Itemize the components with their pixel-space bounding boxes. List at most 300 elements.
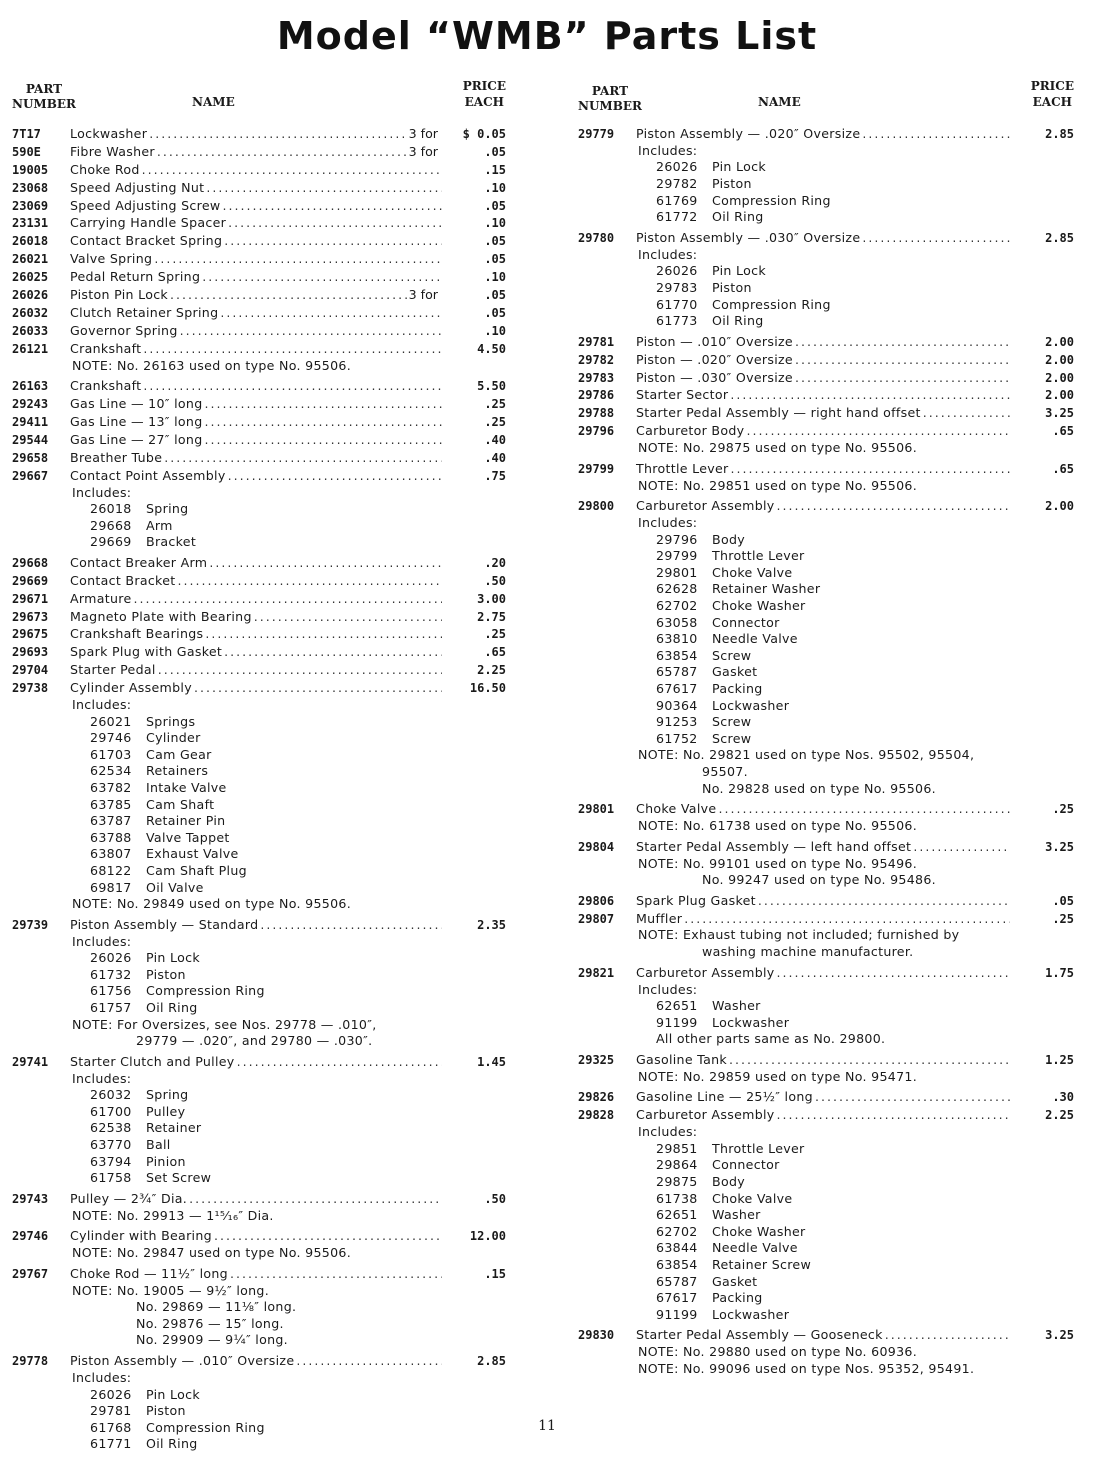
component-item — [578, 698, 1074, 715]
dot-leader — [237, 1054, 442, 1071]
part-price: .40 — [484, 432, 506, 447]
part-number: 29782 — [578, 352, 615, 367]
part-quantity: 3 for — [408, 287, 438, 303]
component-part-number: 69817 — [90, 879, 132, 895]
component-name: Pin Lock — [712, 263, 766, 279]
component-part-number: 63854 — [656, 1256, 698, 1272]
part-row — [12, 1228, 506, 1245]
part-name: Contact Point Assembly — [70, 467, 226, 483]
part-row — [12, 269, 506, 286]
part-name: Choke Valve — [636, 801, 717, 817]
component-name: Washer — [712, 998, 761, 1014]
component-item — [578, 648, 1074, 665]
component-item — [12, 730, 506, 747]
part-price: .20 — [484, 555, 506, 570]
component-part-number: 63844 — [656, 1240, 698, 1256]
part-row — [12, 305, 506, 322]
component-name: Piston — [146, 1403, 186, 1419]
dot-leader — [730, 387, 1010, 404]
part-name: Piston Assembly — .030″ Oversize — [636, 229, 861, 245]
dot-leader — [885, 1327, 1010, 1344]
component-item — [578, 1157, 1074, 1174]
parts-column-right — [578, 78, 1074, 1381]
dot-leader — [230, 1266, 442, 1283]
part-entry — [578, 370, 1074, 387]
dot-leader — [224, 644, 442, 661]
part-row — [578, 893, 1074, 910]
part-number: 29800 — [578, 499, 615, 514]
part-name: Gas Line — 13″ long — [70, 413, 203, 429]
part-row — [12, 644, 506, 661]
part-row — [12, 341, 506, 358]
part-number: 29738 — [12, 681, 49, 696]
part-entry — [578, 461, 1074, 494]
part-number: 23131 — [12, 216, 49, 231]
component-item — [578, 1224, 1074, 1241]
part-row — [12, 162, 506, 179]
component-name: Washer — [712, 1207, 761, 1223]
part-price: 4.50 — [477, 341, 506, 356]
part-row — [578, 965, 1074, 982]
component-name: Piston — [712, 176, 752, 192]
component-part-number: 63854 — [656, 647, 698, 663]
part-row — [12, 233, 506, 250]
component-item — [578, 159, 1074, 176]
part-price: .65 — [1052, 424, 1074, 439]
component-name: Cam Gear — [146, 746, 212, 762]
component-item — [578, 681, 1074, 698]
component-item — [578, 565, 1074, 582]
includes-remark: All other parts same as No. 29800. — [656, 1031, 886, 1047]
component-item — [578, 1240, 1074, 1257]
part-name: Magneto Plate with Bearing — [70, 608, 252, 624]
part-entry — [578, 893, 1074, 910]
part-price: .25 — [1052, 911, 1074, 926]
part-number: 29668 — [12, 555, 49, 570]
part-name: Piston — .030″ Oversize — [636, 369, 793, 385]
part-price: .65 — [484, 645, 506, 660]
part-price: .05 — [1052, 893, 1074, 908]
dot-leader — [205, 396, 443, 413]
parts-column-left — [12, 78, 506, 1457]
component-item — [12, 846, 506, 863]
dot-leader — [189, 1191, 442, 1208]
component-item — [578, 598, 1074, 615]
component-item — [12, 763, 506, 780]
note-line: NOTE: No. 29851 used on type No. 95506. — [638, 477, 917, 493]
part-entry — [12, 1054, 506, 1187]
part-price: 1.45 — [477, 1054, 506, 1069]
dot-leader — [143, 341, 442, 358]
part-entry — [578, 498, 1074, 797]
part-price: .40 — [484, 450, 506, 465]
component-item — [12, 1000, 506, 1017]
part-row — [578, 1107, 1074, 1124]
part-entry — [12, 162, 506, 179]
part-number: 29673 — [12, 609, 49, 624]
component-item — [12, 880, 506, 897]
component-name: Screw — [712, 730, 752, 746]
part-price: .10 — [484, 323, 506, 338]
part-entry — [12, 126, 506, 143]
part-number: 29669 — [12, 573, 49, 588]
dot-leader — [164, 450, 442, 467]
part-name: Crankshaft — [70, 340, 142, 356]
part-price: 2.85 — [1045, 230, 1074, 245]
part-name: Pulley — 2¾″ Dia. — [70, 1190, 188, 1206]
part-price: .25 — [484, 627, 506, 642]
part-number: 29671 — [12, 591, 49, 606]
dot-leader — [170, 287, 407, 304]
part-number: 26163 — [12, 379, 49, 394]
note-line: NOTE: No. 61738 used on type No. 95506. — [638, 818, 917, 834]
part-row — [578, 405, 1074, 422]
dot-leader — [158, 662, 442, 679]
part-number: 590E — [12, 144, 41, 159]
component-part-number: 29799 — [656, 548, 698, 564]
component-item — [12, 1436, 506, 1453]
part-entry — [12, 917, 506, 1050]
component-item — [12, 1087, 506, 1104]
component-part-number: 61752 — [656, 730, 698, 746]
part-entry — [12, 555, 506, 572]
component-item — [12, 714, 506, 731]
part-number: 29739 — [12, 917, 49, 932]
component-name: Cam Shaft Plug — [146, 862, 247, 878]
includes-label: Includes: — [72, 1369, 132, 1385]
part-entry — [12, 305, 506, 322]
dot-leader — [205, 432, 443, 449]
note-line: NOTE: No. 29849 used on type No. 95506. — [72, 896, 351, 912]
component-part-number: 63810 — [656, 631, 698, 647]
part-entry — [12, 414, 506, 431]
component-name: Connector — [712, 614, 780, 630]
component-name: Retainers — [146, 763, 209, 779]
component-item — [578, 664, 1074, 681]
dot-leader — [731, 461, 1010, 478]
component-part-number: 63782 — [90, 779, 132, 795]
part-number: 29667 — [12, 468, 49, 483]
component-name: Pinion — [146, 1153, 186, 1169]
part-row — [12, 1054, 506, 1071]
part-name: Carburetor Assembly — [636, 1107, 775, 1123]
component-part-number: 61703 — [90, 746, 132, 762]
parts-list — [12, 126, 506, 1453]
component-part-number: 29864 — [656, 1157, 698, 1173]
part-name: Pedal Return Spring — [70, 269, 201, 285]
part-entry — [578, 801, 1074, 834]
component-item — [12, 1104, 506, 1121]
part-row — [12, 1353, 506, 1370]
part-name: Valve Spring — [70, 251, 153, 267]
part-name: Spark Plug with Gasket — [70, 644, 223, 660]
component-item — [578, 1015, 1074, 1032]
note-line: NOTE: No. 29913 — 1¹⁵⁄₁₆″ Dia. — [72, 1207, 274, 1223]
note-line: NOTE: Exhaust tubing not included; furnished by — [638, 927, 960, 943]
component-part-number: 67617 — [656, 680, 698, 696]
part-name: Spark Plug Gasket — [636, 892, 756, 908]
header-number: NUMBER — [12, 97, 76, 111]
part-entry — [12, 450, 506, 467]
component-part-number: 62651 — [656, 1207, 698, 1223]
part-row — [12, 414, 506, 431]
part-row — [12, 573, 506, 590]
part-name: Carburetor Body — [636, 423, 745, 439]
component-part-number: 29796 — [656, 531, 698, 547]
component-name: Arm — [146, 517, 173, 533]
part-entry — [578, 352, 1074, 369]
part-number: 29325 — [578, 1052, 615, 1067]
part-entry — [12, 215, 506, 232]
dot-leader — [228, 215, 442, 232]
includes-label: Includes: — [638, 981, 698, 997]
part-price: 2.25 — [1045, 1108, 1074, 1123]
header-part: PART — [591, 84, 629, 98]
component-name: Packing — [712, 680, 763, 696]
part-price: .50 — [484, 573, 506, 588]
part-number: 29778 — [12, 1354, 49, 1369]
part-name: Crankshaft Bearings — [70, 626, 204, 642]
part-number: 29658 — [12, 450, 49, 465]
part-name: Speed Adjusting Screw — [70, 197, 221, 213]
component-name: Lockwasher — [712, 697, 790, 713]
component-part-number: 62702 — [656, 1223, 698, 1239]
note-continuation: No. 29869 — 11⅛″ long. — [136, 1299, 297, 1315]
component-part-number: 29668 — [90, 517, 132, 533]
component-name: Spring — [146, 1087, 189, 1103]
part-price: .50 — [484, 1191, 506, 1206]
part-number: 29806 — [578, 893, 615, 908]
part-name: Armature — [70, 590, 132, 606]
part-row — [578, 1052, 1074, 1069]
component-item — [578, 1274, 1074, 1291]
dot-leader — [296, 1353, 442, 1370]
part-row — [578, 839, 1074, 856]
dot-leader — [224, 233, 442, 250]
part-price: 2.00 — [1045, 334, 1074, 349]
part-entry — [12, 662, 506, 679]
part-row — [12, 251, 506, 268]
part-row — [12, 555, 506, 572]
dot-leader — [862, 230, 1010, 247]
component-part-number: 63787 — [90, 813, 132, 829]
dot-leader — [684, 911, 1010, 928]
component-item — [12, 863, 506, 880]
part-name: Clutch Retainer Spring — [70, 304, 219, 320]
part-row — [12, 1266, 506, 1283]
part-entry — [12, 1266, 506, 1349]
dot-leader — [777, 498, 1010, 515]
component-name: Compression Ring — [146, 983, 265, 999]
part-number: 29786 — [578, 388, 615, 403]
part-number: 19005 — [12, 162, 49, 177]
component-name: Throttle Lever — [712, 548, 805, 564]
dot-leader — [758, 893, 1010, 910]
note-line: NOTE: No. 29875 used on type No. 95506. — [638, 440, 917, 456]
dot-leader — [729, 1052, 1010, 1069]
part-price: 2.35 — [477, 917, 506, 932]
part-row — [12, 198, 506, 215]
dot-leader — [777, 965, 1010, 982]
component-part-number: 65787 — [656, 664, 698, 680]
component-item — [578, 1191, 1074, 1208]
part-name: Starter Pedal — [70, 662, 156, 678]
note-line: NOTE: No. 26163 used on type No. 95506. — [72, 357, 351, 373]
part-row — [12, 144, 506, 161]
component-name: Choke Valve — [712, 564, 793, 580]
dot-leader — [862, 126, 1010, 143]
component-part-number: 62702 — [656, 598, 698, 613]
component-item — [578, 631, 1074, 648]
part-name: Carburetor Assembly — [636, 964, 775, 980]
part-entry — [12, 573, 506, 590]
dot-leader — [777, 1107, 1010, 1124]
component-item — [578, 209, 1074, 226]
note-line: NOTE: No. 29880 used on type No. 60936. — [638, 1344, 917, 1360]
header-each: EACH — [1032, 95, 1073, 109]
component-part-number: 63794 — [90, 1153, 132, 1169]
part-quantity: 3 for — [408, 143, 438, 159]
part-price: 3.25 — [1045, 406, 1074, 421]
component-part-number: 62628 — [656, 581, 698, 597]
dot-leader — [795, 352, 1010, 369]
part-entry — [578, 1052, 1074, 1085]
part-row — [578, 423, 1074, 440]
part-number: 29743 — [12, 1191, 49, 1206]
part-entry — [12, 251, 506, 268]
part-entry — [578, 230, 1074, 330]
part-price: .10 — [484, 180, 506, 195]
component-name: Needle Valve — [712, 631, 798, 647]
dot-leader — [154, 251, 442, 268]
part-number: 29243 — [12, 397, 49, 412]
part-entry — [12, 378, 506, 395]
component-part-number: 61732 — [90, 966, 132, 982]
includes-label: Includes: — [72, 697, 132, 713]
component-part-number: 61770 — [656, 296, 698, 312]
note-line: NOTE: No. 99096 used on type Nos. 95352, 95491. — [638, 1360, 975, 1376]
header-name: NAME — [192, 95, 235, 109]
part-price: 16.50 — [469, 681, 506, 696]
component-part-number: 29783 — [656, 279, 698, 295]
part-price: 2.00 — [1045, 370, 1074, 385]
component-item — [578, 581, 1074, 598]
component-part-number: 29781 — [90, 1403, 132, 1419]
component-name: Packing — [712, 1290, 763, 1306]
parts-list — [578, 126, 1074, 1377]
part-row — [12, 609, 506, 626]
part-number: 29804 — [578, 839, 615, 854]
part-name: Cylinder with Bearing — [70, 1228, 212, 1244]
part-name: Contact Breaker Arm — [70, 554, 208, 570]
part-price: 3.25 — [1045, 1328, 1074, 1343]
part-name: Fibre Washer — [70, 143, 155, 159]
component-name: Oil Ring — [712, 313, 764, 329]
part-row — [578, 230, 1074, 247]
component-part-number: 29746 — [90, 730, 132, 746]
component-part-number: 61768 — [90, 1419, 132, 1435]
component-name: Compression Ring — [146, 1419, 265, 1435]
component-name: Compression Ring — [712, 296, 831, 312]
part-number: 26018 — [12, 234, 49, 249]
part-number: 29801 — [578, 802, 615, 817]
component-part-number: 62651 — [656, 998, 698, 1014]
component-name: Body — [712, 531, 745, 547]
header-part: PART — [25, 82, 63, 96]
component-item — [12, 1120, 506, 1137]
part-name: Starter Pedal Assembly — left hand offset — [636, 838, 912, 854]
header-each: EACH — [464, 95, 505, 109]
dot-leader — [205, 626, 442, 643]
component-name: Retainer Screw — [712, 1256, 812, 1272]
part-row — [12, 626, 506, 643]
part-name: Starter Pedal Assembly — Gooseneck — [636, 1327, 883, 1343]
component-item — [578, 1141, 1074, 1158]
part-name: Carburetor Assembly — [636, 498, 775, 514]
part-row — [578, 461, 1074, 478]
component-name: Springs — [146, 713, 196, 729]
part-price: 2.00 — [1045, 388, 1074, 403]
dot-leader — [202, 269, 442, 286]
component-part-number: 90364 — [656, 697, 698, 713]
part-name: Piston — .010″ Oversize — [636, 333, 793, 349]
part-row — [578, 387, 1074, 404]
part-number: 29799 — [578, 461, 615, 476]
part-row — [12, 1191, 506, 1208]
component-item — [578, 1290, 1074, 1307]
dot-leader — [795, 334, 1010, 351]
component-name: Bracket — [146, 534, 197, 550]
part-entry — [578, 387, 1074, 404]
dot-leader — [223, 198, 443, 215]
component-item — [12, 1170, 506, 1187]
component-part-number: 26026 — [656, 159, 698, 175]
component-name: Compression Ring — [712, 192, 831, 208]
component-name: Pulley — [146, 1103, 186, 1119]
header-price: PRICE — [462, 79, 506, 93]
component-name: Throttle Lever — [712, 1140, 805, 1156]
dot-leader — [157, 144, 407, 161]
component-name: Screw — [712, 714, 752, 730]
part-price: .05 — [484, 144, 506, 159]
part-row — [12, 126, 506, 143]
part-name: Choke Rod — [70, 161, 140, 177]
component-part-number: 63058 — [656, 614, 698, 630]
part-price: .15 — [484, 1266, 506, 1281]
part-price: 1.75 — [1045, 965, 1074, 980]
component-name: Lockwasher — [712, 1306, 790, 1322]
note-continuation: No. 29909 — 9¼″ long. — [136, 1332, 288, 1348]
component-name: Intake Valve — [146, 779, 227, 795]
note-line: NOTE: No. 99101 used on type No. 95496. — [638, 855, 917, 871]
part-number: 29693 — [12, 645, 49, 660]
component-item — [12, 518, 506, 535]
part-number: 29821 — [578, 965, 615, 980]
part-price: .25 — [484, 397, 506, 412]
part-price: 2.25 — [477, 663, 506, 678]
dot-leader — [149, 126, 406, 143]
part-row — [12, 180, 506, 197]
part-price: .05 — [484, 234, 506, 249]
part-row — [12, 287, 506, 304]
part-number: 26033 — [12, 323, 49, 338]
component-item — [12, 830, 506, 847]
component-name: Cam Shaft — [146, 796, 215, 812]
component-part-number: 61756 — [90, 983, 132, 999]
component-name: Set Screw — [146, 1170, 212, 1186]
part-name: Lockwasher — [70, 126, 148, 141]
part-number: 29746 — [12, 1229, 49, 1244]
